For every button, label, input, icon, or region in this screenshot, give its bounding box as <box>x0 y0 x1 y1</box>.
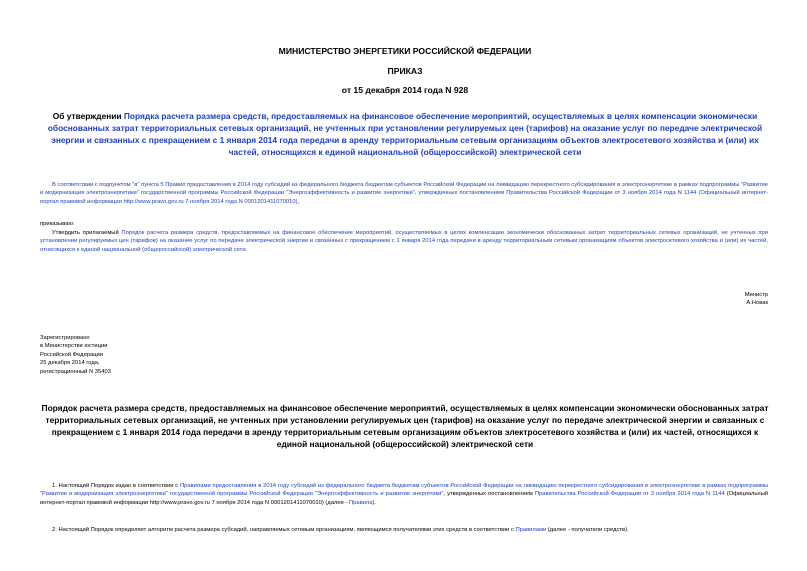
subject-prefix: Об утверждении <box>52 111 124 121</box>
procedure-title: Порядок расчета размера средств, предоставляемых на финансовое обеспечение мероприятий, осуществляемых в целях компенсации экономически обоснованных затрат территориальных сетевых организаций, не учтенных при установлении регулируемых цен (тарифов) на оказание услуг по передаче электрической энергии и связанных с прекращением с 1 января 2014 года передачи в аренду территориальным сетевым организациям объектов электросетевого хозяйства и (или) их частей, относящихся к единой национальной (общероссийской) электрической сети <box>41 403 769 449</box>
document-subject <box>46 110 764 158</box>
p1-government-link[interactable]: Правительства Российской Федерации от 3 ноября 2014 года N 1144 <box>534 491 725 498</box>
preamble-text: В соответствии с подпунктом "в" пункта 5 Правил предоставления в 2014 году субсидий из федерального бюджета бюджетам субъектов Российской Федерации на ликвидацию перекрестного субсидирования в электроэнергетике в рамках подпрограммы "Развитие и модернизация электроэнергетики" государственной программы Российской Федерации "Энергоэффективность и развитие энергетики", утвержденных постановлением Правительства Российской Федерации от 3 ноября 2014 года N 1144 (Официальный интернет-портал правовой информации http://www.pravo.gov.ru 7 ноября 2014 года N 0001201411070010), <box>40 182 768 205</box>
minister-name: А.Новак <box>746 300 768 307</box>
registration-line-2: в Министерстве юстиции <box>40 343 108 350</box>
procedure-paragraph-2 <box>40 526 768 534</box>
registration-line-5: регистрационный N 35403 <box>40 368 111 375</box>
registration-line-4: 25 декабря 2014 года, <box>40 360 100 367</box>
p2-prefix: 2. Настоящий Порядок определяет алгоритм расчета размера субсидий, направляемых сетевым организациям, являющимся получателями этих средств в соответствии с <box>52 527 516 533</box>
document-date-number: от 15 декабря 2014 года N 928 <box>341 85 469 95</box>
procedure-paragraph-1 <box>40 482 768 507</box>
p2-suffix: (далее - получатели средств). <box>546 527 629 533</box>
p2-rules-link[interactable]: Правилами <box>515 527 547 533</box>
order-paragraph <box>40 229 768 254</box>
approve-procedure-link[interactable]: Порядок расчета размера средств, предоставляемых на финансовое обеспечение мероприятий, осуществляемых в целях компенсации экономически обоснованных затрат территориальных сетевых организаций, не учтенных при установлении регулируемых цен (тарифов) на оказание услуг по передаче электрической энергии и связанных с прекращением с 1 января 2014 года передачи в аренду территориальным сетевым организациям объектов электросетевого хозяйства и (или) их частей, относящихся к единой национальной (общероссийской) электрической сети. <box>40 230 768 253</box>
registration-block <box>40 334 111 376</box>
document-type: ПРИКАЗ <box>387 66 423 76</box>
order-word: приказываю: <box>40 221 75 227</box>
p1-suffix: (Официальный интернет-портал правовой информации http://www.pravo.gov.ru 7 ноября 2014 года N 0001201411070010) (далее - <box>40 491 768 506</box>
p1-end: ). <box>372 499 377 506</box>
ministry-title: МИНИСТЕРСТВО ЭНЕРГЕТИКИ РОССИЙСКОЙ ФЕДЕРАЦИИ <box>278 46 532 56</box>
registration-line-1: Зарегистрировано <box>40 335 90 341</box>
subject-procedure-link[interactable]: Порядка расчета размера средств, предоставляемых на финансовое обеспечение мероприятий, осуществляемых в целях компенсации экономически обоснованных затрат территориальных сетевых организаций, не учтенных при установлении регулируемых цен (тарифов) на оказание услуг по передаче электрической энергии и связанных с прекращением с 1 января 2014 года передачи в аренду территориальным сетевым организациям объектов электросетевого хозяйства и (или) их частей, относящихся к единой национальной (общероссийской) электрической сети <box>47 111 763 157</box>
preamble-paragraph <box>40 181 768 206</box>
p1-prefix: 1. Настоящий Порядок издан в соответствии с <box>52 483 180 489</box>
minister-title: Министр <box>744 292 768 298</box>
p1-rules-short-link[interactable]: Правила <box>348 499 373 506</box>
registration-line-3: Российской Федерации <box>40 351 104 358</box>
approve-prefix: Утвердить прилагаемый <box>52 230 122 236</box>
signature-block <box>600 291 768 308</box>
p1-middle: , утвержденных постановлением <box>443 491 535 498</box>
p1-rules-link[interactable]: Правилами предоставления в 2014 году субсидий из федерального бюджета бюджетам субъектов Российской Федерации на ликвидацию перекрестного субсидирования в электроэнергетике в рамках подпрограммы "Развитие и модернизация электроэнергетики" государственной программы Российской Федерации "Энергоэффективность и развитие энергетики" <box>40 483 768 498</box>
